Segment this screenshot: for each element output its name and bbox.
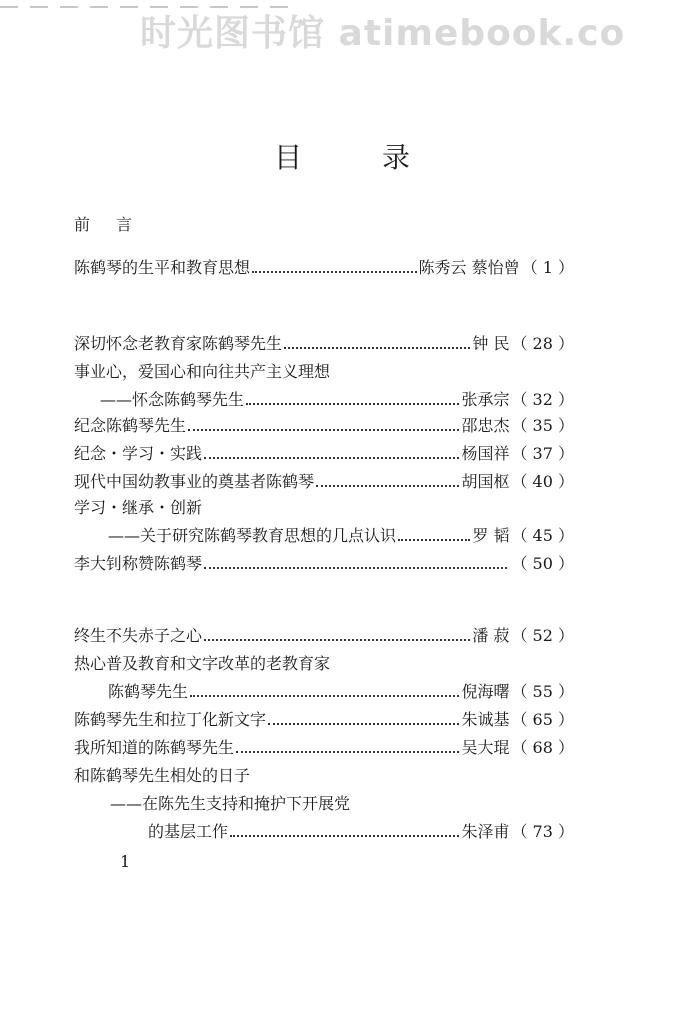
toc-entry [108, 522, 574, 550]
entry-author: 张承宗 [461, 390, 510, 409]
entry-title: 陈鹤琴先生和拉丁化新文字 [74, 710, 267, 729]
leader-dots [204, 639, 470, 641]
entry-author: 杨国祥 [461, 444, 510, 463]
entry-title: ——在陈先生支持和掩护下开展党 [110, 794, 351, 813]
toc-entry [74, 412, 574, 440]
entry-author: 朱泽甫 [461, 822, 510, 841]
entry-title: ——关于研究陈鹤琴教育思想的几点认识 [108, 526, 397, 545]
entry-page: （ 1 ） [521, 258, 574, 277]
entry-title: 李大钊称赞陈鹤琴 [74, 554, 203, 573]
entry-title: 深切怀念老教育家陈鹤琴先生 [74, 334, 283, 353]
leader-dots [316, 485, 459, 487]
leader-dots [246, 403, 459, 405]
toc-entry [148, 818, 574, 846]
entry-author: 罗 韬 [472, 526, 510, 545]
toc-entry [74, 468, 574, 496]
entry-title: 陈鹤琴先生 [108, 682, 189, 701]
watermark: 时光图书馆 atimebook.co [140, 13, 626, 54]
entry-author: 胡国枢 [461, 472, 510, 491]
toc-entry [74, 330, 574, 358]
entry-title: 纪念・学习・实践 [74, 444, 203, 463]
leader-dots [398, 539, 470, 541]
leader-dots [236, 751, 459, 753]
entry-page: （ 35 ） [511, 416, 574, 435]
leader-dots [204, 567, 507, 569]
toc-entry [74, 254, 574, 282]
entry-page: （ 68 ） [511, 738, 574, 757]
page-title: 目录 [273, 141, 490, 174]
header-dashes [0, 4, 340, 10]
entry-title: 热心普及教育和文字改革的老教育家 [74, 654, 331, 673]
page-number: 1 [120, 852, 131, 871]
leader-dots [190, 695, 459, 697]
entry-page: （ 50 ） [511, 554, 574, 573]
toc-entry [74, 734, 574, 762]
entry-author: 邵忠杰 [461, 416, 510, 435]
entry-page: （ 32 ） [511, 390, 574, 409]
toc-entry [74, 440, 574, 468]
leader-dots [204, 457, 459, 459]
leader-dots [188, 429, 459, 431]
entry-title: 陈鹤琴的生平和教育思想 [74, 258, 251, 277]
entry-page: （ 65 ） [511, 710, 574, 729]
leader-dots [268, 723, 459, 725]
entry-page: （ 40 ） [511, 472, 574, 491]
entry-page: （ 37 ） [511, 444, 574, 463]
entry-page: （ 55 ） [511, 682, 574, 701]
entry-title: 终生不失赤子之心 [74, 626, 203, 645]
entry-title: 的基层工作 [148, 822, 229, 841]
entry-author: 钟 民 [472, 334, 510, 353]
entry-author: 陈秀云 蔡怡曾 [418, 258, 520, 277]
entry-title: 事业心，爱国心和向往共产主义理想 [74, 362, 331, 381]
entry-page: （ 45 ） [511, 526, 574, 545]
leader-dots [284, 347, 470, 349]
toc-entry [74, 550, 574, 578]
toc-entry [74, 622, 574, 650]
entry-author: 朱诚基 [461, 710, 510, 729]
entry-title: 学习・继承・创新 [74, 498, 203, 517]
entry-title: ——怀念陈鹤琴先生 [100, 390, 245, 409]
entry-page: （ 28 ） [511, 334, 574, 353]
toc-entry [100, 386, 574, 414]
leader-dots [230, 835, 459, 837]
entry-title: 和陈鹤琴先生相处的日子 [74, 766, 251, 785]
leader-dots [252, 271, 417, 273]
entry-title: 现代中国幼教事业的奠基者陈鹤琴 [74, 472, 315, 491]
entry-author: 倪海曙 [461, 682, 510, 701]
preface-heading: 前言 [74, 215, 159, 234]
entry-author: 潘 菽 [472, 626, 510, 645]
toc-entry [108, 678, 574, 706]
entry-page: （ 73 ） [511, 822, 574, 841]
toc-entry [74, 706, 574, 734]
entry-page: （ 52 ） [511, 626, 574, 645]
entry-title: 我所知道的陈鹤琴先生 [74, 738, 235, 757]
entry-title: 纪念陈鹤琴先生 [74, 416, 187, 435]
entry-author: 吴大琨 [461, 738, 510, 757]
